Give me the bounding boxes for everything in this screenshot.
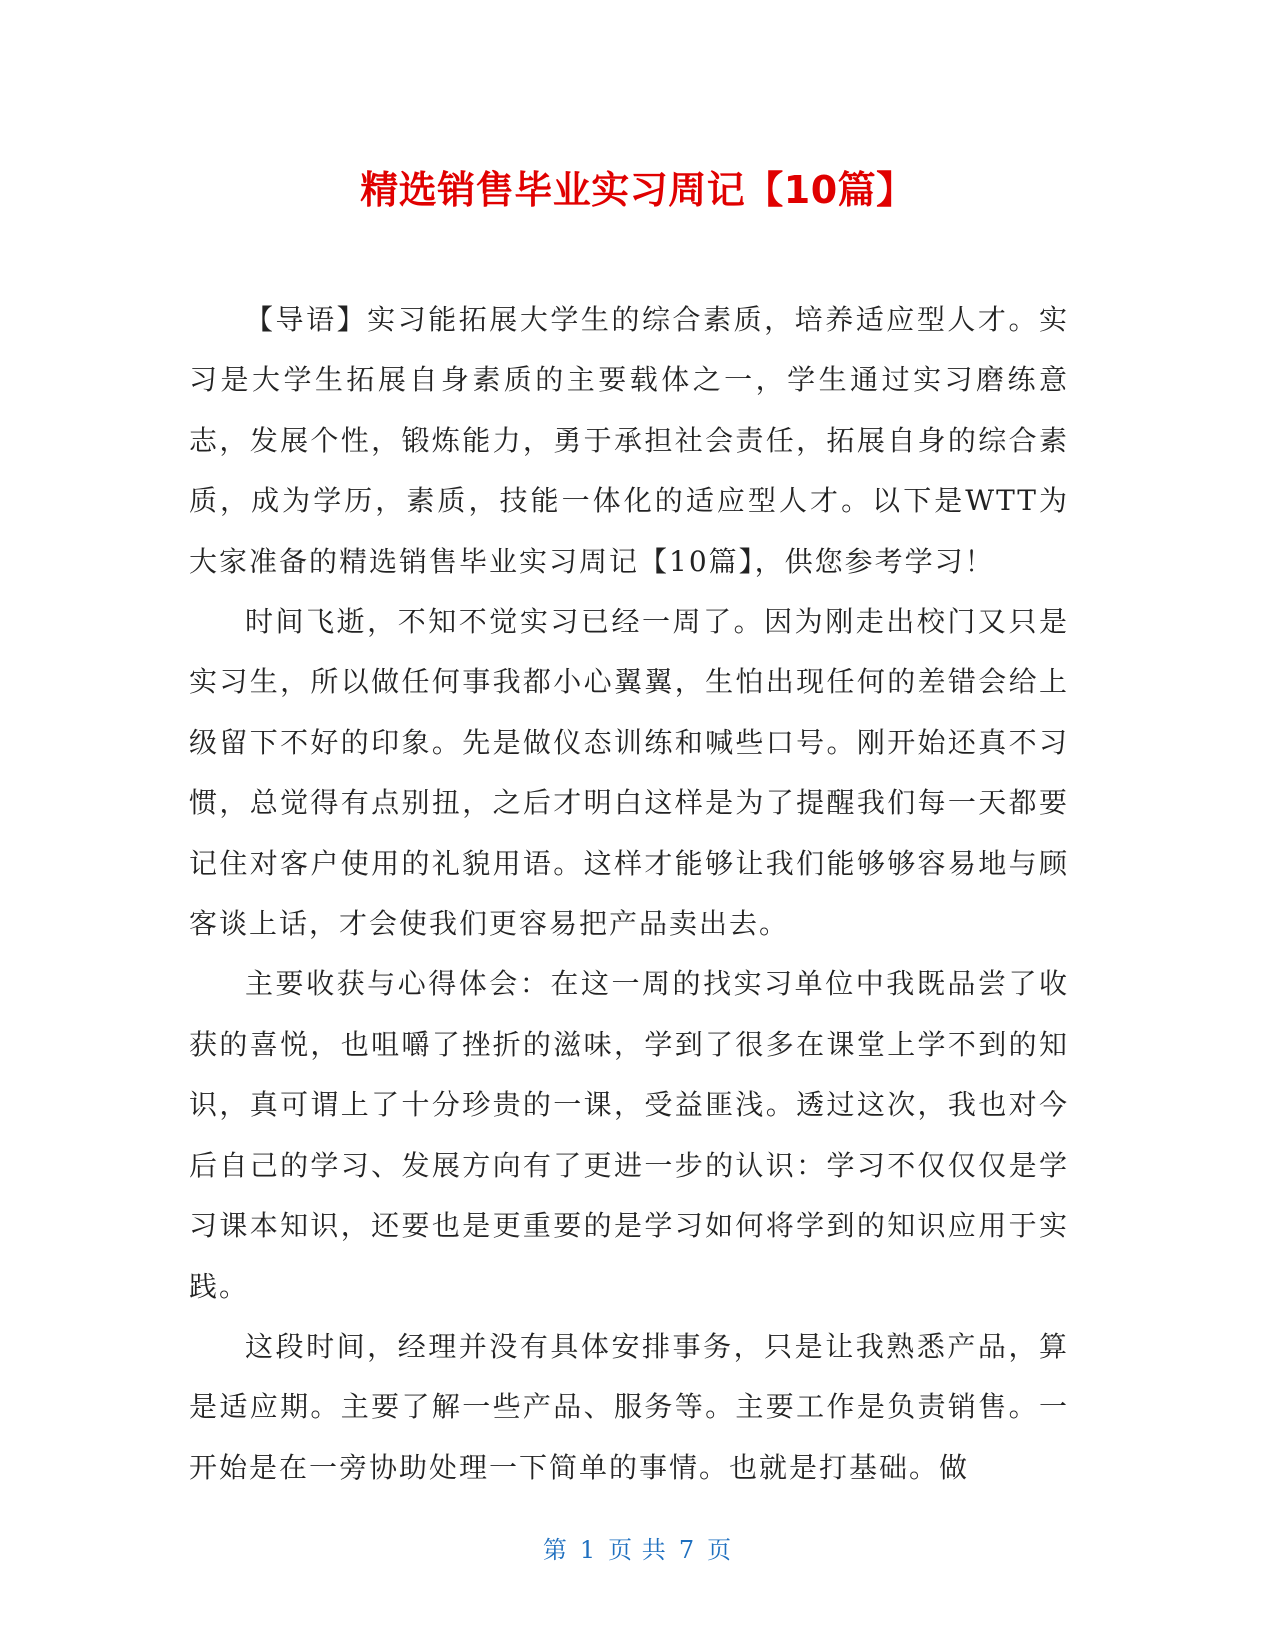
page-footer <box>0 1535 1275 1565</box>
paragraph-week-one: 时间飞逝，不知不觉实习已经一周了。因为刚走出校门又只是实习生，所以做任何事我都小心翼翼，生怕出现任何的差错会给上级留下不好的印象。先是做仪态训练和喊些口号。刚开始还真不习惯，总觉得有点别扭，之后才明白这样是为了提醒我们每一天都要记住对客户使用的礼貌用语。这样才能够让我们能够够容易地与顾客谈上话，才会使我们更容易把产品卖出去。 <box>189 605 1069 941</box>
footer-prefix: 第 <box>542 1536 568 1564</box>
footer-total-pages: 7 <box>678 1536 696 1564</box>
paragraph-intro: 【导语】实习能拓展大学生的综合素质，培养适应型人才。实习是大学生拓展自身素质的主要载体之一，学生通过实习磨练意志，发展个性，锻炼能力，勇于承担社会责任，拓展自身的综合素质，成为学历，素质，技能一体化的适应型人才。以下是WTT为大家准备的精选销售毕业实习周记【10篇】，供您参考学习！ <box>189 303 1069 578</box>
document-title: 精选销售毕业实习周记【10篇】 <box>360 168 915 212</box>
document-body <box>189 290 1069 1498</box>
footer-suffix: 页 <box>707 1536 733 1564</box>
paragraph-harvest: 主要收获与心得体会：在这一周的找实习单位中我既品尝了收获的喜悦，也咀嚼了挫折的滋味，学到了很多在课堂上学不到的知识，真可谓上了十分珍贵的一课，受益匪浅。透过这次，我也对今后自己的学习、发展方向有了更进一步的认识：学习不仅仅仅是学习课本知识，还要也是更重要的是学习如何将学到的知识应用于实践。 <box>189 967 1069 1303</box>
paragraph-familiarization: 这段时间，经理并没有具体安排事务，只是让我熟悉产品，算是适应期。主要了解一些产品、服务等。主要工作是负责销售。一开始是在一旁协助处理一下简单的事情。也就是打基础。做 <box>189 1329 1069 1484</box>
footer-page-number: 1 <box>579 1536 597 1564</box>
footer-mid: 页 共 <box>608 1536 667 1564</box>
